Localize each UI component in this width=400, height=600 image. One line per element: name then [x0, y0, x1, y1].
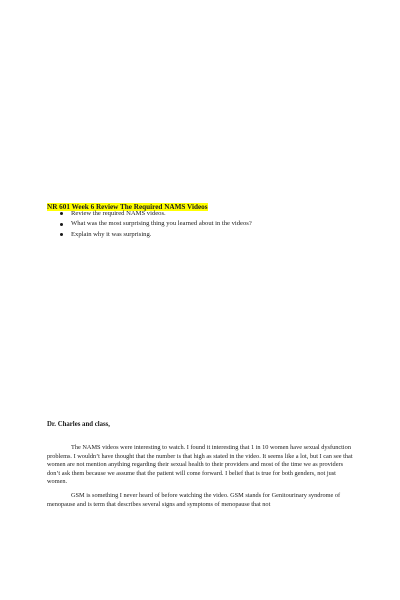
list-item	[47, 219, 367, 229]
body-paragraph: GSM is something I never heard of before watching the video. GSM stands for Genitourinary syndrome of menopause and is term that describes several signs and symptoms of menopause that not	[47, 492, 341, 508]
body-paragraph: The NAMS videos were interesting to watch. I found it interesting that 1 in 10 women have sexual dysfunction problems. I wouldn’t have thought that the number is that high as stated in the video. It seems like a lot, but I can see that women are not mention anything regarding their sexual health to their providers and most of the time we as providers don’t ask them because we assume that the patient will come forward. I belief that is true for both genders, not just women.	[47, 444, 353, 486]
list-item-text: Explain why it was surprising.	[71, 230, 152, 238]
list-item-text: What was the most surprising thing you learned about in the videos?	[71, 220, 252, 228]
bullet-icon	[60, 212, 63, 215]
salutation: Dr. Charles and class,	[47, 421, 111, 428]
document-heading: NR 601 Week 6 Review The Required NAMS Videos	[47, 203, 208, 211]
task-list	[47, 209, 367, 240]
bullet-icon	[60, 233, 63, 236]
list-item-text: Review the required NAMS videos.	[71, 210, 166, 217]
list-item	[47, 230, 367, 240]
bullet-icon	[60, 223, 63, 226]
list-item	[47, 209, 367, 219]
